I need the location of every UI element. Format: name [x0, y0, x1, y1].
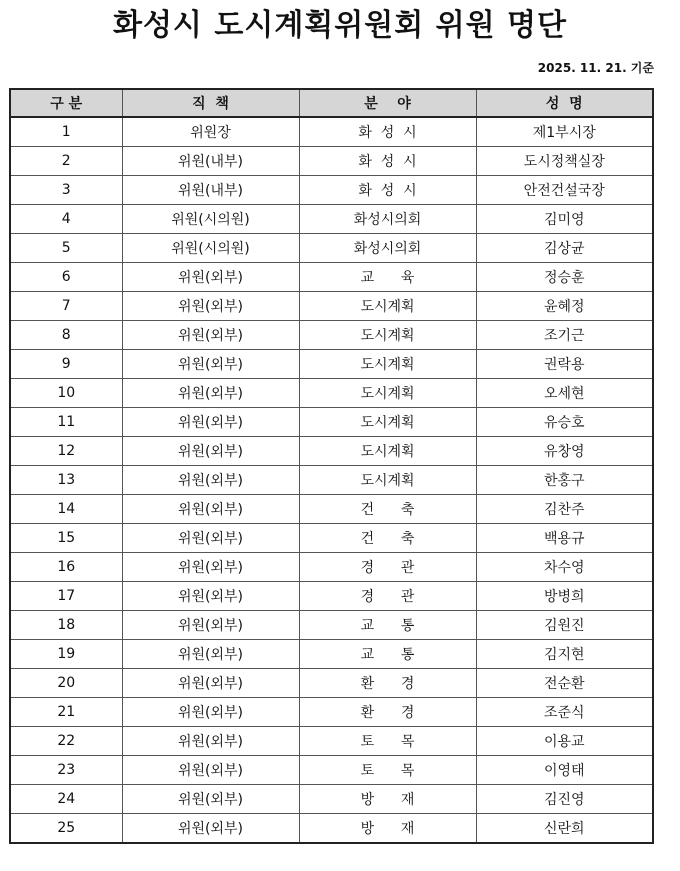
cell-number: 18 [10, 611, 122, 640]
table-row [10, 437, 653, 466]
cell-number: 12 [10, 437, 122, 466]
cell-number: 25 [10, 814, 122, 844]
cell-field: 화 성 시 [299, 117, 476, 147]
cell-name: 안전건설국장 [476, 176, 653, 205]
cell-position: 위원(외부) [122, 756, 299, 785]
cell-name: 제1부시장 [476, 117, 653, 147]
cell-position: 위원(외부) [122, 437, 299, 466]
cell-name: 백용규 [476, 524, 653, 553]
cell-position: 위원(외부) [122, 727, 299, 756]
cell-position: 위원(외부) [122, 495, 299, 524]
cell-field: 교 통 [299, 640, 476, 669]
cell-number: 6 [10, 263, 122, 292]
cell-name: 한홍구 [476, 466, 653, 495]
header-number: 구 분 [10, 89, 122, 117]
cell-number: 10 [10, 379, 122, 408]
table-row [10, 408, 653, 437]
cell-number: 15 [10, 524, 122, 553]
table-row [10, 466, 653, 495]
cell-number: 8 [10, 321, 122, 350]
cell-position: 위원(내부) [122, 176, 299, 205]
cell-field: 도시계획 [299, 379, 476, 408]
cell-name: 윤혜정 [476, 292, 653, 321]
cell-field: 교 육 [299, 263, 476, 292]
cell-number: 14 [10, 495, 122, 524]
committee-member-table [9, 88, 654, 844]
cell-field: 경 관 [299, 582, 476, 611]
table-row [10, 117, 653, 147]
cell-position: 위원(외부) [122, 292, 299, 321]
cell-field: 도시계획 [299, 321, 476, 350]
cell-field: 건 축 [299, 495, 476, 524]
cell-name: 권락용 [476, 350, 653, 379]
cell-name: 도시정책실장 [476, 147, 653, 176]
cell-name: 유창영 [476, 437, 653, 466]
cell-name: 김원진 [476, 611, 653, 640]
cell-position: 위원(시의원) [122, 205, 299, 234]
cell-position: 위원장 [122, 117, 299, 147]
table-row [10, 234, 653, 263]
cell-number: 9 [10, 350, 122, 379]
cell-field: 화성시의회 [299, 205, 476, 234]
cell-name: 조기근 [476, 321, 653, 350]
cell-number: 17 [10, 582, 122, 611]
table-row [10, 350, 653, 379]
cell-number: 21 [10, 698, 122, 727]
cell-number: 1 [10, 117, 122, 147]
cell-name: 조준식 [476, 698, 653, 727]
table-row [10, 292, 653, 321]
cell-number: 24 [10, 785, 122, 814]
cell-name: 김상균 [476, 234, 653, 263]
cell-position: 위원(외부) [122, 582, 299, 611]
cell-field: 도시계획 [299, 466, 476, 495]
cell-field: 화 성 시 [299, 176, 476, 205]
cell-number: 16 [10, 553, 122, 582]
table-row [10, 524, 653, 553]
cell-position: 위원(내부) [122, 147, 299, 176]
cell-field: 화성시의회 [299, 234, 476, 263]
table-header-row [10, 89, 653, 117]
cell-field: 방 재 [299, 814, 476, 844]
cell-field: 방 재 [299, 785, 476, 814]
cell-name: 정승훈 [476, 263, 653, 292]
header-position: 직 책 [122, 89, 299, 117]
cell-name: 전순환 [476, 669, 653, 698]
cell-position: 위원(외부) [122, 263, 299, 292]
table-row [10, 785, 653, 814]
cell-number: 13 [10, 466, 122, 495]
table-row [10, 698, 653, 727]
cell-number: 22 [10, 727, 122, 756]
cell-name: 차수영 [476, 553, 653, 582]
table-row [10, 611, 653, 640]
cell-number: 4 [10, 205, 122, 234]
cell-field: 교 통 [299, 611, 476, 640]
cell-number: 7 [10, 292, 122, 321]
cell-name: 신란희 [476, 814, 653, 844]
reference-date: 2025. 11. 21. 기준 [537, 61, 654, 75]
cell-name: 이용교 [476, 727, 653, 756]
cell-number: 19 [10, 640, 122, 669]
table-row [10, 263, 653, 292]
cell-position: 위원(외부) [122, 379, 299, 408]
cell-number: 2 [10, 147, 122, 176]
cell-field: 건 축 [299, 524, 476, 553]
table-row [10, 640, 653, 669]
cell-position: 위원(외부) [122, 785, 299, 814]
table-row [10, 727, 653, 756]
table-row [10, 669, 653, 698]
cell-position: 위원(시의원) [122, 234, 299, 263]
cell-field: 도시계획 [299, 437, 476, 466]
cell-position: 위원(외부) [122, 408, 299, 437]
table-row [10, 321, 653, 350]
cell-position: 위원(외부) [122, 553, 299, 582]
header-field: 분 야 [299, 89, 476, 117]
table-body [10, 117, 653, 843]
cell-number: 5 [10, 234, 122, 263]
table-row [10, 176, 653, 205]
cell-field: 도시계획 [299, 350, 476, 379]
cell-field: 도시계획 [299, 408, 476, 437]
cell-position: 위원(외부) [122, 611, 299, 640]
cell-name: 김진영 [476, 785, 653, 814]
cell-number: 23 [10, 756, 122, 785]
cell-field: 환 경 [299, 669, 476, 698]
table-row [10, 814, 653, 844]
cell-field: 도시계획 [299, 292, 476, 321]
header-name: 성 명 [476, 89, 653, 117]
table-row [10, 756, 653, 785]
cell-position: 위원(외부) [122, 814, 299, 844]
cell-position: 위원(외부) [122, 698, 299, 727]
cell-position: 위원(외부) [122, 524, 299, 553]
cell-number: 11 [10, 408, 122, 437]
cell-name: 방병희 [476, 582, 653, 611]
cell-name: 유승호 [476, 408, 653, 437]
cell-position: 위원(외부) [122, 640, 299, 669]
table-row [10, 582, 653, 611]
cell-name: 오세현 [476, 379, 653, 408]
cell-field: 토 목 [299, 756, 476, 785]
table-row [10, 379, 653, 408]
cell-field: 화 성 시 [299, 147, 476, 176]
table-row [10, 553, 653, 582]
table-row [10, 495, 653, 524]
document-title: 화성시 도시계획위원회 위원 명단 [112, 8, 568, 43]
cell-field: 환 경 [299, 698, 476, 727]
cell-name: 김찬주 [476, 495, 653, 524]
cell-name: 이영태 [476, 756, 653, 785]
cell-number: 20 [10, 669, 122, 698]
cell-name: 김미영 [476, 205, 653, 234]
cell-field: 토 목 [299, 727, 476, 756]
table-row [10, 147, 653, 176]
cell-position: 위원(외부) [122, 321, 299, 350]
table-row [10, 205, 653, 234]
cell-number: 3 [10, 176, 122, 205]
cell-name: 김지현 [476, 640, 653, 669]
cell-position: 위원(외부) [122, 350, 299, 379]
cell-position: 위원(외부) [122, 669, 299, 698]
cell-field: 경 관 [299, 553, 476, 582]
cell-position: 위원(외부) [122, 466, 299, 495]
